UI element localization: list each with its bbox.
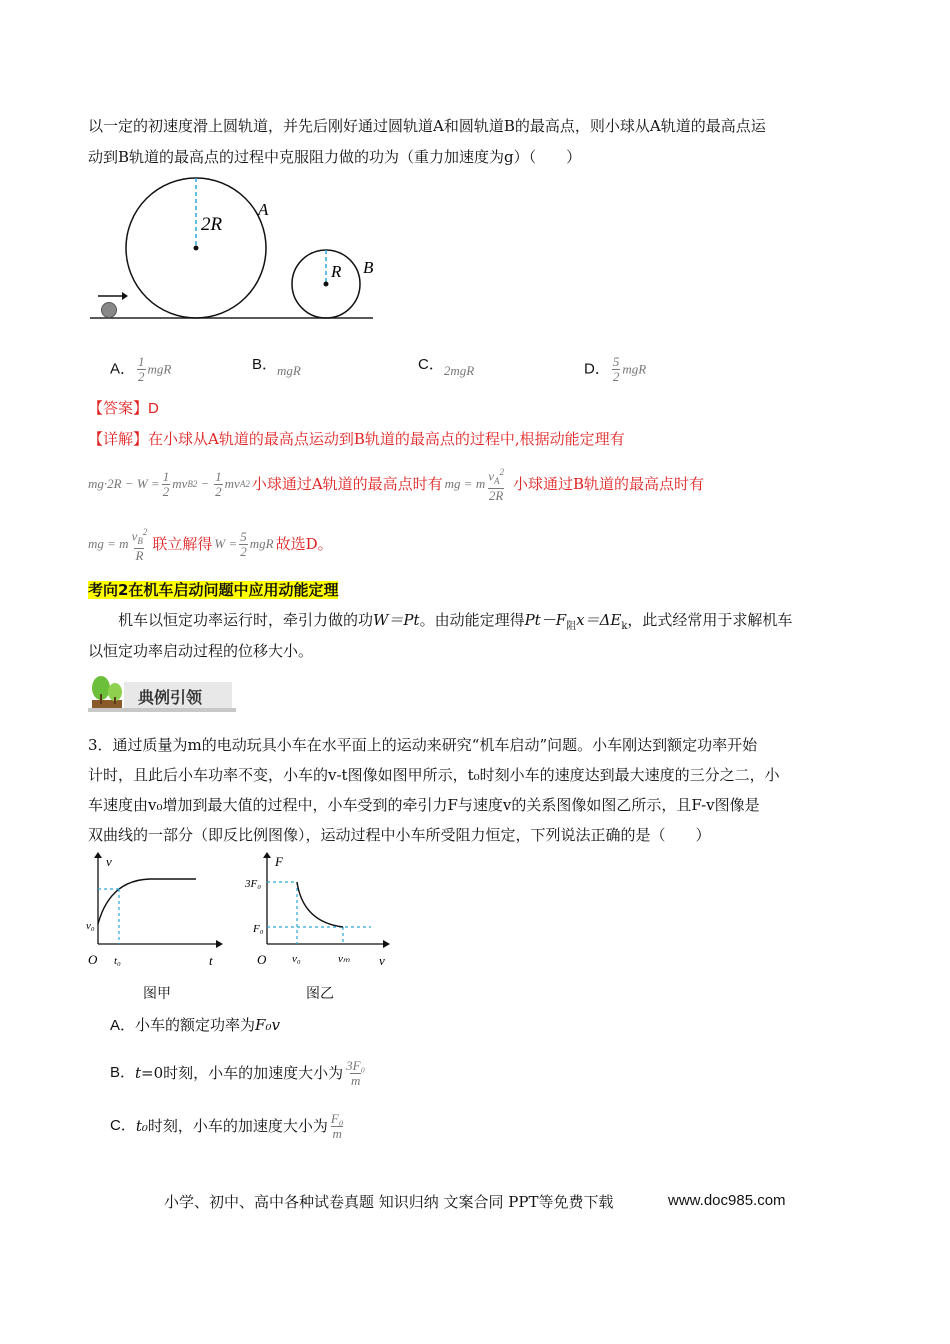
track-b-center [324,282,329,287]
example-badge [88,672,236,714]
explain-line1: 【详解】在小球从A轨道的最高点运动到B轨道的最高点的过程中,根据动能定理有 [88,430,625,448]
yi-y-label: F [275,854,283,869]
caption-jia: 图甲 [143,986,171,1002]
question-intro-line1: 以一定的初速度滑上圆轨道，并先后刚好通过圆轨道A和圆轨道B的最高点，则小球从A轨道的最高点运 [88,117,766,135]
caption-yi: 图乙 [306,986,334,1002]
option-d[interactable]: D． $\frac{5}{2}$ mgR [584,354,647,384]
section-para-line2: 以恒定功率启动过程的位移大小。 [88,642,314,660]
jia-t0: t₀ [114,955,121,967]
yi-f0: F₀ [253,923,264,935]
v-t-curve [98,879,196,924]
q3-line1: 3．通过质量为m的电动玩具小车在水平面上的运动来研究“机车启动”问题。小车刚达到额定功率开始 [88,736,758,754]
track-a-radius-label: 2R [201,214,223,235]
graph-jia [84,852,224,972]
jia-v0: v₀ [86,920,95,932]
yi-3f0: 3F₀ [245,878,262,890]
q3-option-c[interactable]: C． t₀ 时刻，小车的加速度大小为 $\frac{\text{F₀}}{m}$ [110,1110,344,1141]
q3-option-b[interactable]: B． t =0时刻，小车的加速度大小为 $\frac{\text{3F₀}}{m}$ [110,1057,366,1088]
circle-tracks-figure [88,175,388,325]
ball [102,303,117,318]
footer-left: 小学、初中、高中各种试卷真题 知识归纳 文案合同 PPT等免费下载 [164,1193,614,1211]
track-b-radius-label: R [331,262,342,281]
q3-line2: 计时，且此后小车功率不变，小车的v-t图像如图甲所示，t₀时刻小车的速度达到最大速度的三分之二，小 [88,766,780,784]
section-heading: 考向2在机车启动问题中应用动能定理 [88,581,339,599]
option-b[interactable]: B．mgR [252,356,301,378]
track-a-center [194,246,199,251]
jia-x-label: t [209,953,213,968]
q3-option-a[interactable]: A．小车的额定功率为F₀v [110,1016,280,1034]
yi-v0: v₀ [292,953,301,965]
q3-line3: 车速度由v₀增加到最大值的过程中，小车受到的牵引力F与速度v的关系图像如图乙所示，且F-v图像是 [88,796,760,814]
yi-origin: O [257,952,267,967]
graph-yi [245,852,395,972]
f-v-curve [297,882,343,927]
badge-text: 典例引领 [138,688,203,707]
option-a[interactable]: A． $\frac{1}{2}$ mgR [110,354,172,384]
explain-eq-line: mg·2R − W = $\frac{1}{2}$ mv B 2 − $\frac{1}{2}$ mv A 2 小球通过A轨道的最高点时有 mg = m $\frac{v_A^2}{2R}$ 小球通过B轨道的最高点时有 [88,467,705,503]
track-b-name: B [363,258,374,277]
jia-origin: O [88,952,98,967]
section-para-line1: 机车以恒定功率运行时，牵引力做的功W＝Pt。由动能定理得$Pt-F_阻x=\Delta E_k$，此式经常用于求解机车 [118,611,793,632]
explain-eq-line2: mg = m $\frac{v_B^2}{R}$ 联立解得 W = $\frac{5}{2}$ mgR 故选D。 [88,527,333,563]
question-intro-line2: 动到B轨道的最高点的过程中克服阻力做的功为（重力加速度为g）（ ） [88,148,582,166]
track-a-name: A [258,200,269,219]
yi-vm: vₘ [338,953,350,965]
option-c[interactable]: C．2mgR [418,356,475,378]
q3-line4: 双曲线的一部分（即反比例图像），运动过程中小车所受阻力恒定，下列说法正确的是（ ） [88,826,711,844]
answer-line: 【答案】D [88,400,159,417]
footer-url[interactable]: www.doc985.com [668,1192,786,1209]
jia-y-label: v [106,854,112,869]
yi-x-label: v [379,953,385,968]
